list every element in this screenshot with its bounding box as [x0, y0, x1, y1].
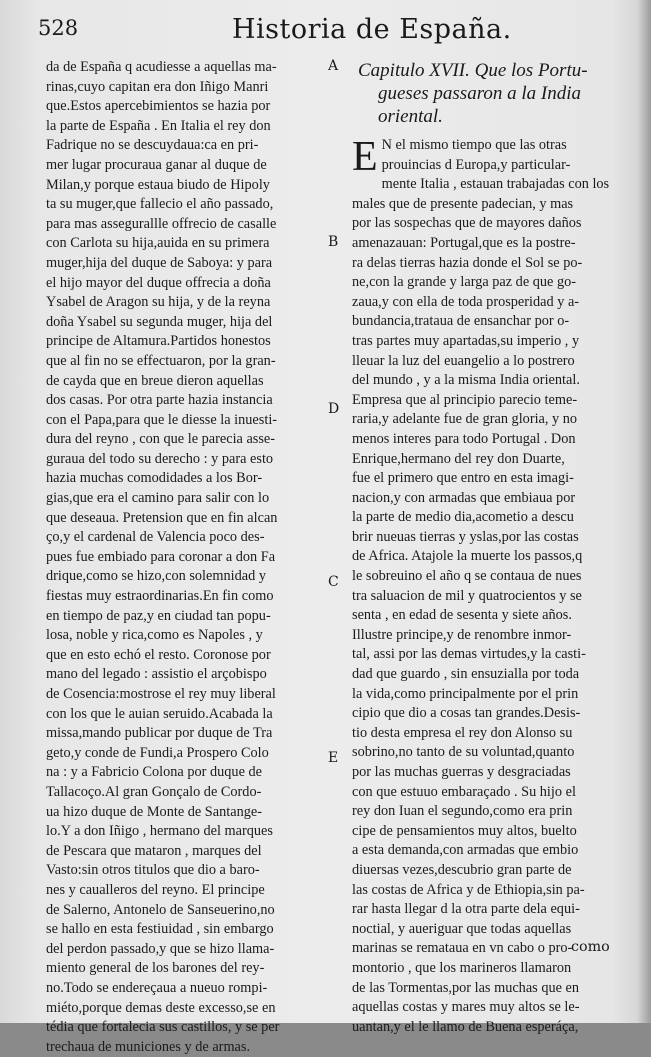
text-line-content: sobrino,no tanto de su voluntad,quanto [352, 744, 575, 761]
text-line [352, 489, 616, 509]
text-line: missa,mando publicar por duque de Tra [46, 725, 273, 742]
text-line [352, 450, 616, 470]
text-line: nes y caualleros del reyno. El principe [46, 881, 265, 898]
text-line: Fadrique no se descuydaua:ca en pri- [46, 137, 259, 154]
text-line: drique,como se hizo,con solemnidad y [46, 568, 266, 585]
text-line-content: menos interes para todo Portugal . Don [352, 430, 576, 447]
text-line [352, 136, 616, 156]
text-line-content: senta , en edad de sesenta y siete años. [352, 607, 572, 624]
margin-letter-a: A [328, 58, 339, 74]
text-line [352, 724, 616, 744]
text-line-content: del mundo , y a la misma India oriental. [352, 372, 580, 389]
page-edge-shadow [637, 0, 651, 1023]
text-line [352, 547, 616, 567]
text-line [352, 606, 616, 626]
text-line [352, 508, 616, 528]
text-line: de Salerno, Antonelo de Sanseuerino,no [46, 901, 275, 918]
text-line [352, 587, 616, 607]
text-line-content: zaua,y con ella de toda prosperidad y a- [352, 293, 580, 310]
text-line: ta su muger,que fallecio el año passado, [46, 196, 274, 213]
text-line: fiestas muy estraordinarias.En fin como [46, 588, 274, 605]
text-line-content: la vida,como principalmente por el prin [352, 685, 579, 702]
catchword: como [571, 939, 610, 955]
chapter-heading-line: oriental. [378, 106, 443, 127]
text-line: losa, noble y rica,como es Napoles , y [46, 627, 263, 644]
text-line: dos casas. Por otra parte hazia instancia [46, 392, 273, 409]
text-line-content: prouincias d Europa,y particular- [381, 156, 571, 173]
text-line: ço,y el cardenal de Valencia poco des- [46, 529, 265, 546]
text-line: geto,y conde de Fundi,a Prospero Colo [46, 744, 269, 761]
text-line: rinas,cuyo capitan era don Iñigo Manri [46, 78, 269, 95]
text-line [352, 763, 616, 783]
text-line: Ysabel de Aragon su hija, y de la reyna [46, 294, 271, 311]
text-line: se hallo en esta festiuidad , sin embargo [46, 921, 274, 938]
text-line [352, 175, 616, 195]
text-line: que.Estos apercebimientos se hazia por [46, 98, 271, 115]
text-line: no.Todo se endereçaua a nueuo rompi- [46, 979, 268, 996]
text-line-content: Empresa que al principio parecio teme- [352, 391, 578, 408]
text-line [352, 645, 616, 665]
text-line [352, 783, 616, 803]
chapter-heading [358, 59, 616, 128]
text-line-content: de las Tormentas,por las muchas que en [352, 979, 580, 996]
text-line: trechaua de municiones y de armas. [46, 1038, 251, 1055]
page-header [32, 12, 637, 52]
text-line: mer lugar procuraua ganar al duque de [46, 156, 267, 173]
text-line: del perdon passado,y que se hizo llama- [46, 940, 275, 957]
text-line-content: tal, assi por las demas virtudes,y la casti- [352, 646, 586, 663]
text-line-content: de Africa. Atajole la muerte los passos,q [352, 548, 583, 565]
text-line [352, 1018, 616, 1038]
text-line: en tiempo de paz,y en ciudad tan popu- [46, 607, 271, 624]
text-line: el hijo mayor del duque offrecia a doña [46, 274, 271, 291]
text-line [352, 881, 616, 901]
text-line: principe de Altamura.Partidos honestos [46, 333, 271, 350]
text-line [352, 626, 616, 646]
text-line [352, 822, 616, 842]
text-line-content: Illustre principe,y de renombre inmor- [352, 626, 572, 643]
text-line-content: dad que guardo , sin ensuzialla por toda [352, 666, 580, 683]
text-line [352, 685, 616, 705]
text-line: con los que le auian seruido.Acabada la [46, 705, 273, 722]
text-line: tédia que fortalecia sus castillos, y se per [46, 1019, 280, 1036]
text-line-content: nacion,y con armadas que embiaua por [352, 489, 576, 506]
text-line: doña Ysabel su segunda muger, hija del [46, 313, 273, 330]
text-line-content: le sobreuino el año q se contaua de nues [352, 568, 582, 585]
margin-letters [328, 58, 348, 958]
text-line-content: por las muchas guerras y desgraciadas [352, 764, 571, 780]
text-line: miento general de los barones del rey- [46, 960, 265, 977]
text-line-content: tra saluacion de mil y quatrocientos y se [352, 587, 582, 604]
text-line [352, 410, 616, 430]
text-line [352, 567, 616, 587]
text-line-content: con que estuuo embaraçado . Su hijo el [352, 783, 576, 800]
text-line-content: tio desta empresa el rey don Alonso su [352, 724, 573, 741]
text-line-content: tras partes muy apartadas,su imperio , y [352, 332, 580, 349]
text-line-content: rey don Iuan el segundo,como era prin [352, 803, 573, 820]
text-line-content: lleuar la luz del euangelio a lo postrero [352, 352, 575, 369]
text-line: con el Papa,para que le diesse la inuesti- [46, 411, 278, 428]
text-line-content: Enrique,hermano del rey don Duarte, [352, 450, 565, 467]
text-line-content: fue el primero que entro en esta imagi- [352, 470, 574, 487]
text-line-content: a esta demanda,con armadas que embio [352, 842, 579, 859]
running-title: Historia de España. [232, 14, 512, 45]
text-line: guraua del todo su derecho : y para esto [46, 450, 274, 467]
text-line [352, 743, 616, 763]
text-line-content: males que de presente padecian, y mas [352, 195, 574, 212]
text-line-content: las costas de Africa y de Ethiopia,sin pa- [352, 881, 585, 898]
text-line [352, 371, 616, 391]
text-line: Tallacoço.Al gran Gonçalo de Cordo- [46, 783, 262, 800]
text-line-content: amenazauan: Portugal,que es la postre- [352, 234, 576, 251]
text-line: ua hizo duque de Monte de Santange- [46, 803, 262, 820]
text-line [352, 861, 616, 881]
text-line [352, 293, 616, 313]
text-line [352, 802, 616, 822]
text-line [352, 430, 616, 450]
text-line [352, 156, 616, 176]
text-line-content: por las sospechas que de mayores daños [352, 215, 582, 232]
text-line: de Cosencia:mostrose el rey muy liberal [46, 686, 276, 702]
text-line: de cayda que en breue dieron aquellas [46, 372, 264, 389]
margin-letter-e: E [328, 750, 339, 766]
margin-letter-c: C [328, 574, 339, 590]
text-line-content: ra delas tierras hazia donde el Sol se po- [352, 254, 583, 271]
text-line [352, 469, 616, 489]
text-line: hazia muchas comodidades a los Bor- [46, 470, 263, 487]
chapter-heading-line: Capitulo XVII. Que los Portu- [358, 60, 588, 81]
text-line: la parte de España . En Italia el rey don [46, 117, 271, 134]
text-line [352, 254, 616, 274]
text-line: que deseaua. Pretension que en fin alcan [46, 509, 278, 526]
text-line [352, 900, 616, 920]
text-line: muger,hija del duque de Saboya: y para [46, 254, 273, 271]
page-number: 528 [38, 16, 79, 40]
text-line: para mas assegurallle offrecio de casalle [46, 215, 277, 232]
text-line: con Carlota su hija,auida en su primera [46, 235, 270, 252]
text-line: lo.Y a don Iñigo , hermano del marques [46, 823, 273, 840]
text-line: que al fin no se effectuaron, por la gran- [46, 352, 276, 369]
text-line: Milan,y porque estaua biudo de Hipoly [46, 176, 270, 193]
text-line [352, 312, 616, 332]
text-line [352, 332, 616, 352]
text-line: mano del legado : assistio el arçobispo [46, 666, 267, 683]
text-line-content: brir nueuas tierras y yslas,por las costas [352, 528, 579, 545]
text-line [352, 665, 616, 685]
text-line-content: diuersas vezes,descubrio gran parte de [352, 861, 572, 878]
text-line: na : y a Fabricio Colona por duque de [46, 764, 262, 781]
text-line-content: noctial, y aueriguar que todas aquellas [352, 920, 572, 937]
text-line [352, 214, 616, 234]
drop-cap: E [352, 134, 378, 180]
text-line-content: aquellas costas y mares muy altos se le- [352, 999, 580, 1016]
text-line [352, 920, 616, 940]
text-line-content: mente Italia , estauan trabajadas con los [381, 176, 610, 193]
text-line [352, 352, 616, 372]
right-column-text [352, 136, 616, 1037]
text-line: Vasto:sin otros titulos que dio a baro- [46, 862, 260, 879]
margin-letter-b: B [328, 234, 339, 250]
text-line [352, 234, 616, 254]
text-line: dura del reyno , con que le parecia asse- [46, 431, 276, 448]
text-line-content: uantan,y el le llamo de Buena esperáça, [352, 1018, 579, 1035]
text-line: de Pescara que mataron , marques del [46, 842, 262, 859]
text-line-content: la parte de medio dia,acometio a descu [352, 509, 574, 526]
text-line-content: montorio , que los marineros llamaron [352, 959, 572, 976]
text-line: miéto,porque demas deste excesso,se en [46, 999, 276, 1016]
text-line: pues fue embiado para coronar a don Fa [46, 548, 276, 565]
text-line [352, 391, 616, 411]
margin-letter-d: D [328, 401, 340, 417]
text-line-content: cipe de pensamientos muy altos, bueltо [352, 822, 577, 839]
text-line-content: marinas se remataua en vn cabo o pro- [352, 940, 573, 957]
text-line-content: ne,con la grande y larga paz de que go- [352, 274, 577, 291]
text-line: que en esto echó el resto. Coronose por [46, 646, 271, 663]
left-column-text [46, 58, 334, 1057]
text-line [352, 195, 616, 215]
text-line [352, 704, 616, 724]
text-line-content: raria,y adelante fue de gran gloria, y no [352, 411, 578, 428]
text-line [352, 273, 616, 293]
text-line-content: rar hasta llegar d la otra parte dela equi- [352, 901, 580, 918]
text-line [352, 528, 616, 548]
text-line: gias,que era el camino para salir con lo [46, 490, 270, 507]
text-line-content: N el mismo tiempo que las otras [381, 137, 567, 153]
text-line [352, 959, 616, 979]
chapter-heading-line: gueses passaron a la India [378, 83, 582, 104]
text-line: da de España q acudiesse a aquellas ma- [46, 59, 277, 75]
text-line-content: bundancia,trataua de ensanchar por o- [352, 313, 570, 330]
text-line [352, 998, 616, 1018]
text-line-content: cipio que dio a cosas tan grandes.Desis- [352, 705, 581, 722]
text-line [352, 841, 616, 861]
text-line [352, 979, 616, 999]
